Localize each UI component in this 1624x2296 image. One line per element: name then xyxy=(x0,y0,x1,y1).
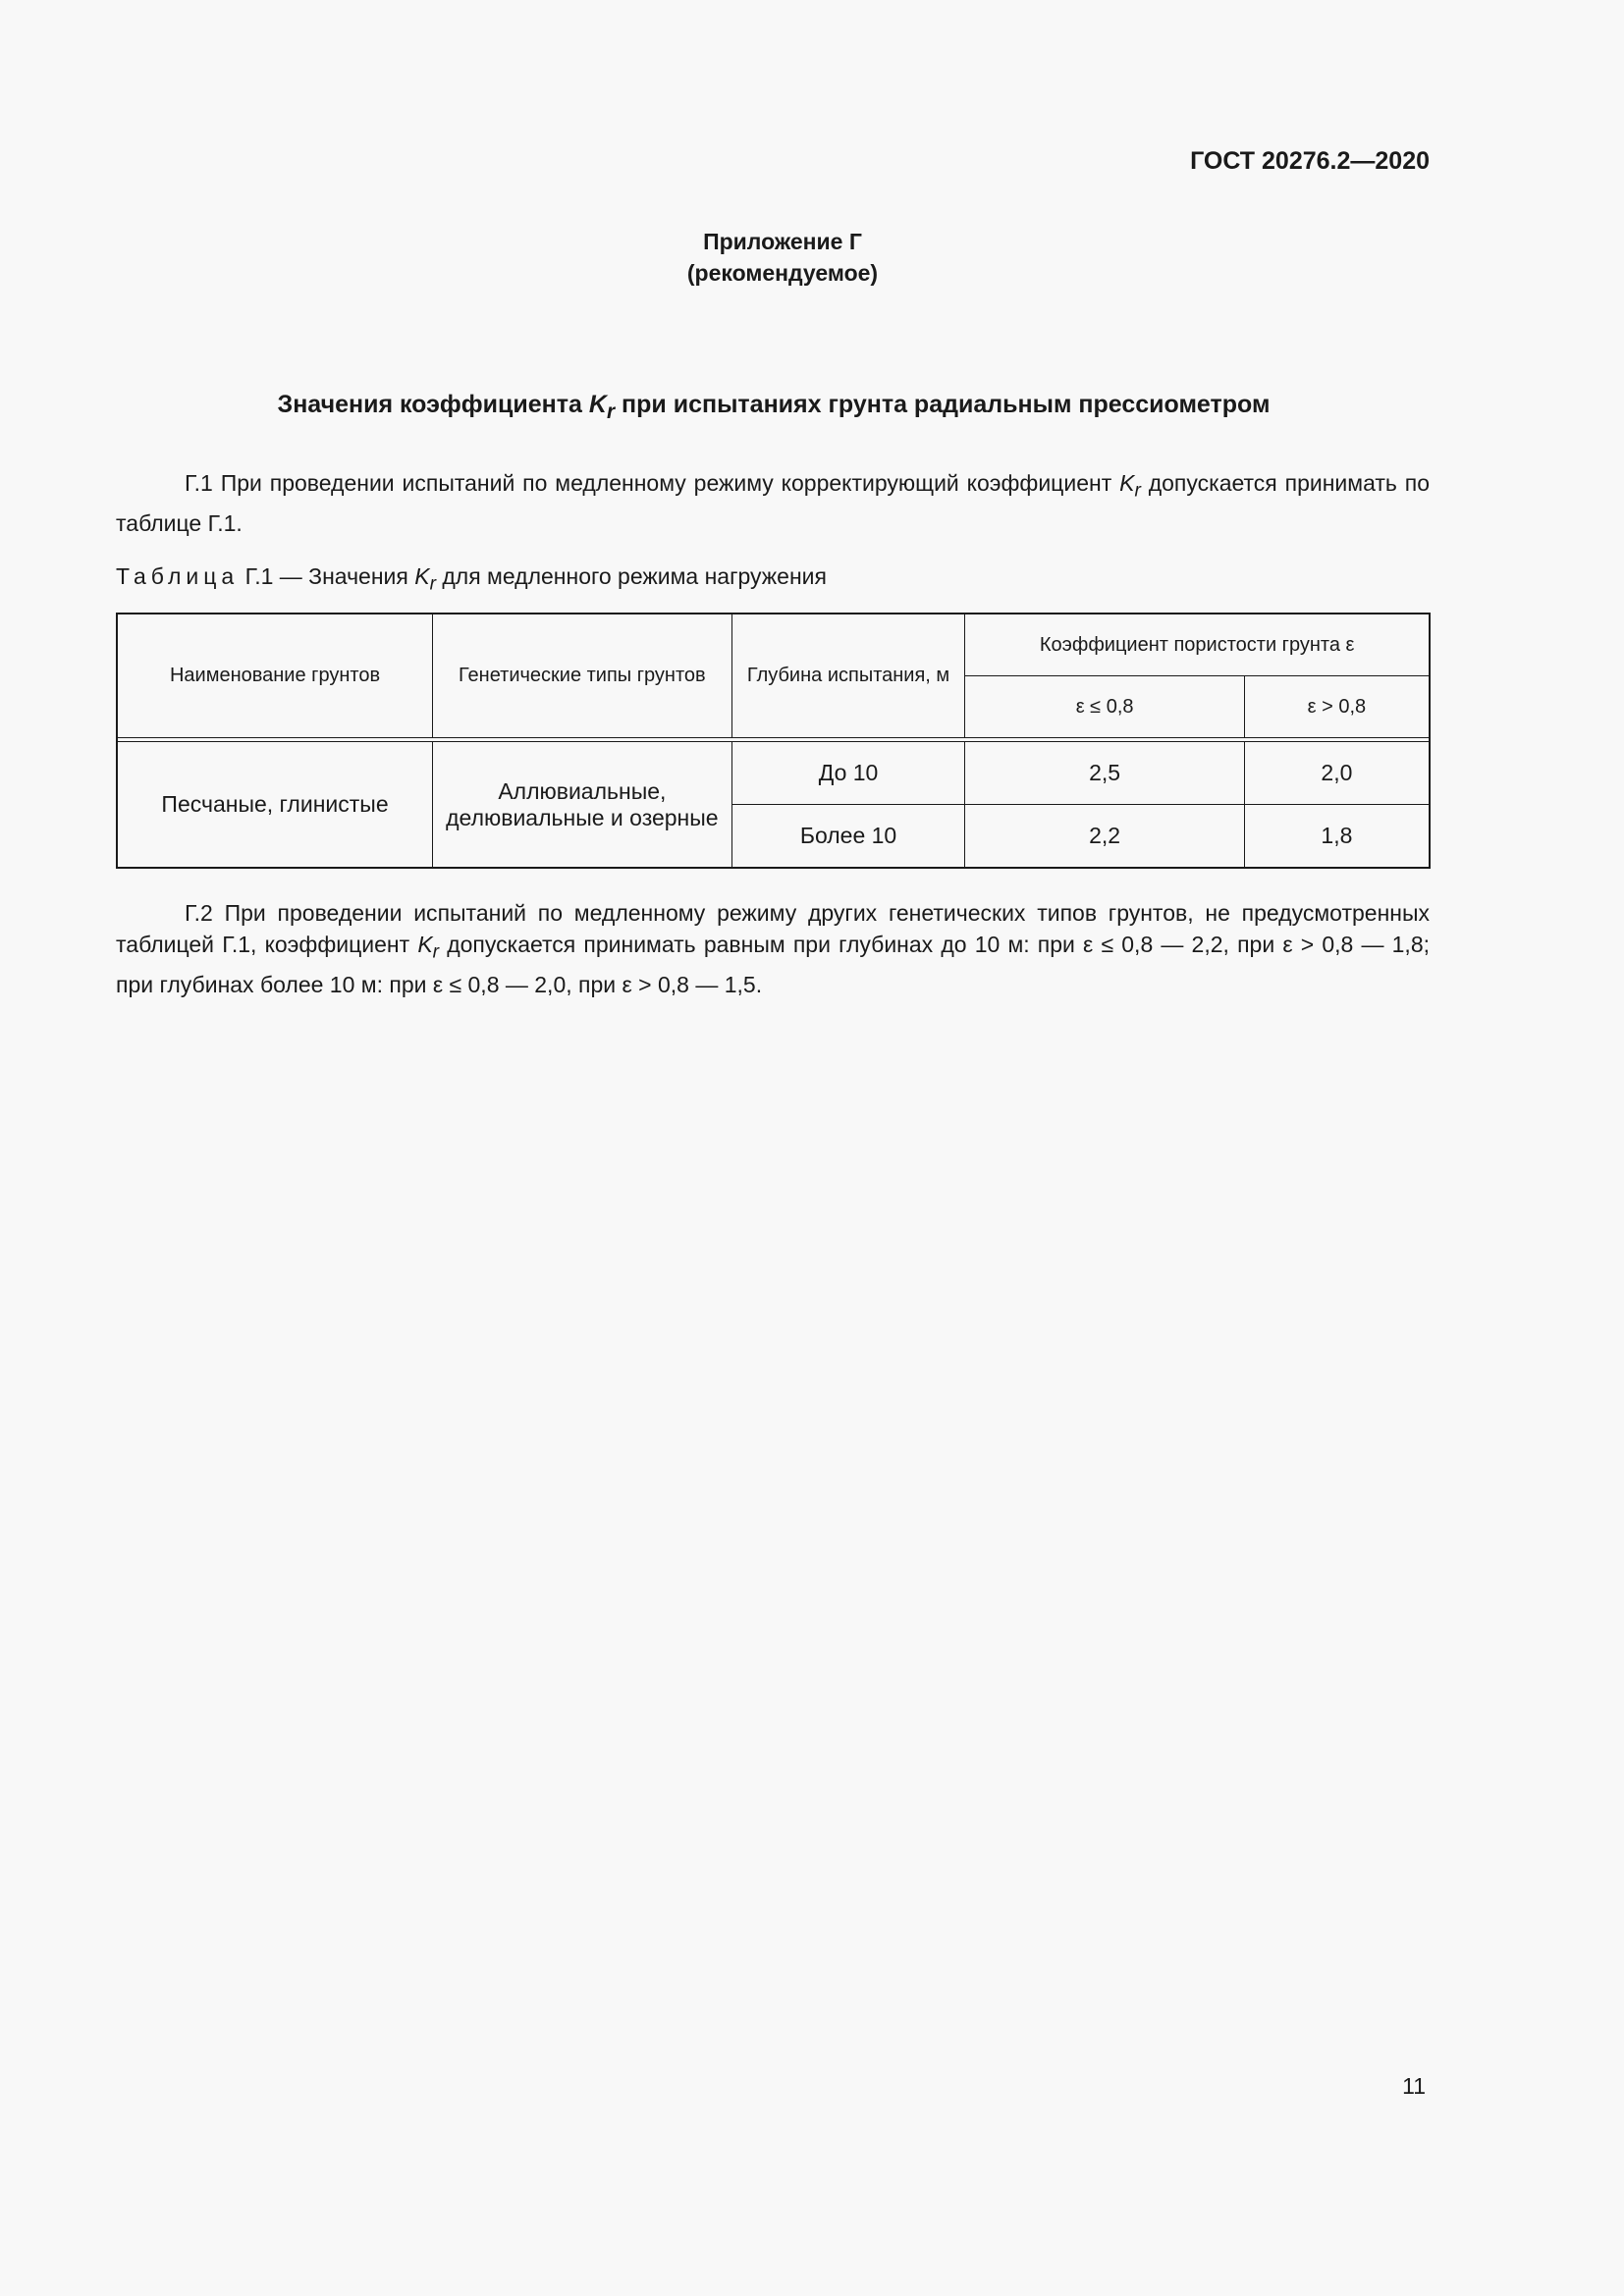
standard-code: ГОСТ 20276.2—2020 xyxy=(1190,147,1430,175)
kr-symbol: $K_r$ xyxy=(1119,470,1141,502)
header-porosity-high: ε > 0,8 xyxy=(1244,676,1430,738)
cell-porosity-high: 2,0 xyxy=(1244,742,1430,805)
section-title-before: Значения коэффициента xyxy=(277,391,589,418)
cell-depth: Более 10 xyxy=(731,805,965,869)
header-depth: Глубина испытания, м xyxy=(731,614,965,738)
kr-symbol: $K_r$ xyxy=(414,563,436,595)
annex-status: (рекомендуемое) xyxy=(686,260,879,286)
cell-soil-name: Песчаные, глинистые xyxy=(117,742,433,869)
section-title-after: при испытаниях грунта радиальным прессиометром xyxy=(615,391,1271,418)
paragraph-g2: Г.2 При проведении испытаний по медленному режиму других генетических типов грунтов, не предусмотренных таблицей Г.1, коэффициент $K_r$ допускается принимать равным при глубинах до 10 м: при ε ≤ 0,8 — 2,2, при ε > 0,8 — 1,8; при глубинах более 10 м: при ε ≤ 0,8 — 2,0, при ε > 0,8 — 1,5. xyxy=(116,900,1430,997)
cell-genetic-types: Аллювиальные, делювиальные и озерные xyxy=(433,742,732,869)
annex-title: Приложение Г xyxy=(703,229,862,254)
paragraph-g1: Г.1 При проведении испытаний по медленному режиму корректирующий коэффициент $K_r$ допускается принимать по таблице Г.1. xyxy=(116,470,1430,536)
coefficient-table xyxy=(116,613,1431,869)
cell-porosity-low: 2,2 xyxy=(965,805,1244,869)
header-genetic-types: Генетические типы грунтов xyxy=(433,614,732,738)
cell-porosity-high: 1,8 xyxy=(1244,805,1430,869)
page-number: 11 xyxy=(1402,2073,1426,2099)
table-caption: Таблица Г.1 — Значения $K_r$ для медленного режима нагружения xyxy=(116,563,827,595)
kr-symbol: $K_r$ xyxy=(417,932,440,963)
table-row xyxy=(117,742,1430,805)
header-porosity-low: ε ≤ 0,8 xyxy=(965,676,1244,738)
annex-heading xyxy=(0,226,1565,289)
cell-depth: До 10 xyxy=(731,742,965,805)
cell-porosity-low: 2,5 xyxy=(965,742,1244,805)
header-soil-name: Наименование грунтов xyxy=(117,614,433,738)
section-title xyxy=(116,391,1432,424)
header-porosity: Коэффициент пористости грунта ε xyxy=(965,614,1430,676)
kr-symbol: $K_r$ xyxy=(588,391,616,423)
table-label: Таблица xyxy=(116,563,240,589)
